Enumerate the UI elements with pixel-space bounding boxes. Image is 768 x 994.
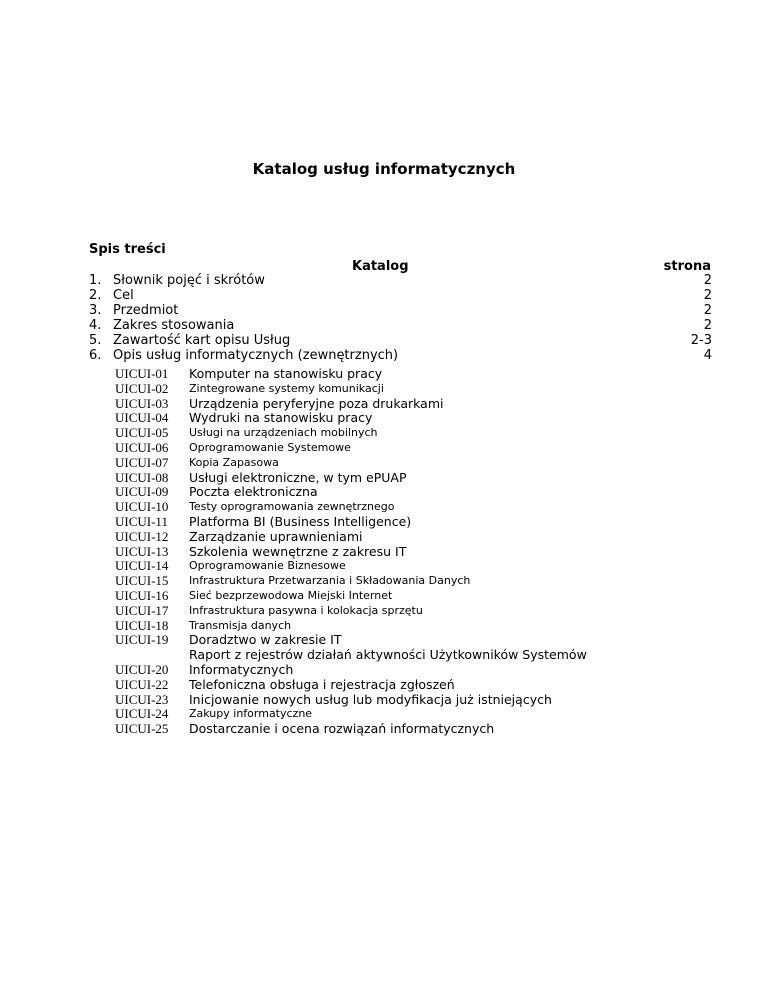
toc-item-page: 2 bbox=[703, 288, 712, 303]
toc-item-number: 3. bbox=[89, 303, 102, 318]
service-row bbox=[115, 693, 615, 708]
service-name: Zintegrowane systemy komunikacji bbox=[189, 381, 384, 395]
service-code: UICUI-22 bbox=[115, 676, 169, 692]
toc-item-number: 4. bbox=[89, 318, 102, 333]
toc-item bbox=[89, 318, 712, 333]
service-name: Poczta elektroniczna bbox=[189, 484, 318, 500]
service-code: UICUI-12 bbox=[115, 528, 169, 544]
service-row bbox=[115, 530, 615, 545]
service-row bbox=[115, 559, 615, 574]
toc-item-page: 2-3 bbox=[690, 333, 712, 348]
page-title: Katalog usług informatycznych bbox=[252, 160, 516, 178]
toc-item-label: Zawartość kart opisu Usług bbox=[113, 333, 291, 348]
toc-item-page: 2 bbox=[703, 273, 712, 288]
service-code: UICUI-10 bbox=[115, 499, 169, 515]
service-row bbox=[115, 619, 615, 634]
toc-item-label: Opis usług informatycznych (zewnętrznych) bbox=[113, 348, 399, 363]
toc-item bbox=[89, 333, 712, 348]
service-name: Doradztwo w zakresie IT bbox=[189, 632, 342, 648]
service-name: Szkolenia wewnętrzne z zakresu IT bbox=[189, 543, 407, 559]
service-row bbox=[115, 485, 615, 500]
service-name: Raport z rejestrów działań aktywności Użytkowników Systemów Informatycznych bbox=[189, 647, 587, 677]
service-name: Platforma BI (Business Intelligence) bbox=[189, 513, 412, 529]
service-name: Kopia Zapasowa bbox=[189, 455, 279, 469]
toc-item-page: 2 bbox=[703, 318, 712, 333]
service-code: UICUI-17 bbox=[115, 602, 169, 618]
service-code: UICUI-18 bbox=[115, 617, 169, 633]
service-name: Zarządzanie uprawnieniami bbox=[189, 528, 363, 544]
service-row bbox=[115, 411, 615, 426]
service-code: UICUI-09 bbox=[115, 484, 169, 500]
toc-item bbox=[89, 288, 712, 303]
service-code: UICUI-20 bbox=[115, 661, 169, 677]
service-row bbox=[115, 500, 615, 515]
toc-item-number: 5. bbox=[89, 333, 102, 348]
service-code: UICUI-11 bbox=[115, 513, 168, 529]
service-code: UICUI-04 bbox=[115, 410, 169, 426]
service-list bbox=[115, 367, 615, 737]
service-code: UICUI-16 bbox=[115, 587, 169, 603]
toc-item-label: Słownik pojęć i skrótów bbox=[113, 273, 265, 288]
toc-item-label: Przedmiot bbox=[113, 303, 179, 318]
service-name: Komputer na stanowisku pracy bbox=[189, 366, 383, 381]
service-code: UICUI-15 bbox=[115, 573, 169, 589]
service-row bbox=[115, 707, 615, 722]
service-code: UICUI-23 bbox=[115, 691, 169, 707]
service-name: Oprogramowanie Systemowe bbox=[189, 440, 351, 454]
service-row bbox=[115, 367, 615, 382]
service-code: UICUI-24 bbox=[115, 706, 169, 722]
toc-item bbox=[89, 273, 712, 288]
service-name: Infrastruktura Przetwarzania i Składowania Danych bbox=[189, 574, 471, 588]
service-row bbox=[115, 471, 615, 486]
service-code: UICUI-02 bbox=[115, 380, 169, 396]
service-name: Testy oprogramowania zewnętrznego bbox=[189, 500, 395, 514]
service-row bbox=[115, 441, 615, 456]
service-code: UICUI-08 bbox=[115, 469, 169, 485]
service-code: UICUI-13 bbox=[115, 543, 169, 559]
service-row bbox=[115, 604, 615, 619]
service-row bbox=[115, 382, 615, 397]
service-name: Telefoniczna obsługa i rejestracja zgłoszeń bbox=[189, 676, 455, 692]
service-name: Infrastruktura pasywna i kolokacja sprzętu bbox=[189, 603, 423, 617]
toc-item-label: Zakres stosowania bbox=[113, 318, 235, 333]
service-name: Inicjowanie nowych usług lub modyfikacja już istniejących bbox=[189, 691, 552, 707]
service-name: Oprogramowanie Biznesowe bbox=[189, 559, 346, 573]
service-row bbox=[115, 574, 615, 589]
service-name: Zakupy informatyczne bbox=[189, 707, 313, 721]
toc-column-header-katalog: Katalog bbox=[352, 259, 409, 274]
service-code: UICUI-06 bbox=[115, 439, 169, 455]
service-row bbox=[115, 722, 615, 737]
toc-column-header-strona: strona bbox=[663, 259, 711, 274]
service-name: Usługi na urządzeniach mobilnych bbox=[189, 426, 378, 440]
service-row bbox=[115, 397, 615, 412]
service-code: UICUI-07 bbox=[115, 454, 169, 470]
toc-item-number: 1. bbox=[89, 273, 102, 288]
toc-item-number: 2. bbox=[89, 288, 102, 303]
service-code: UICUI-05 bbox=[115, 425, 169, 441]
service-row bbox=[115, 426, 615, 441]
service-name: Dostarczanie i ocena rozwiązań informatycznych bbox=[189, 721, 495, 737]
service-code: UICUI-03 bbox=[115, 395, 169, 411]
service-row bbox=[115, 648, 615, 678]
toc-item-number: 6. bbox=[89, 348, 102, 363]
service-row bbox=[115, 515, 615, 530]
service-row bbox=[115, 456, 615, 471]
service-row bbox=[115, 545, 615, 560]
service-code: UICUI-01 bbox=[115, 366, 169, 381]
toc-heading: Spis treści bbox=[89, 242, 166, 257]
service-name: Sieć bezprzewodowa Miejski Internet bbox=[189, 588, 393, 602]
toc-item bbox=[89, 303, 712, 318]
service-name: Wydruki na stanowisku pracy bbox=[189, 410, 373, 426]
service-row bbox=[115, 678, 615, 693]
service-name: Transmisja danych bbox=[189, 618, 292, 632]
toc-list bbox=[89, 273, 712, 363]
service-code: UICUI-19 bbox=[115, 632, 169, 648]
toc-item bbox=[89, 348, 712, 363]
service-row bbox=[115, 633, 615, 648]
service-row bbox=[115, 589, 615, 604]
toc-item-page: 4 bbox=[703, 348, 712, 363]
service-code: UICUI-14 bbox=[115, 558, 169, 574]
service-name: Usługi elektroniczne, w tym ePUAP bbox=[189, 469, 407, 485]
service-code: UICUI-25 bbox=[115, 721, 169, 737]
toc-item-page: 2 bbox=[703, 303, 712, 318]
service-name: Urządzenia peryferyjne poza drukarkami bbox=[189, 395, 444, 411]
toc-item-label: Cel bbox=[113, 288, 134, 303]
